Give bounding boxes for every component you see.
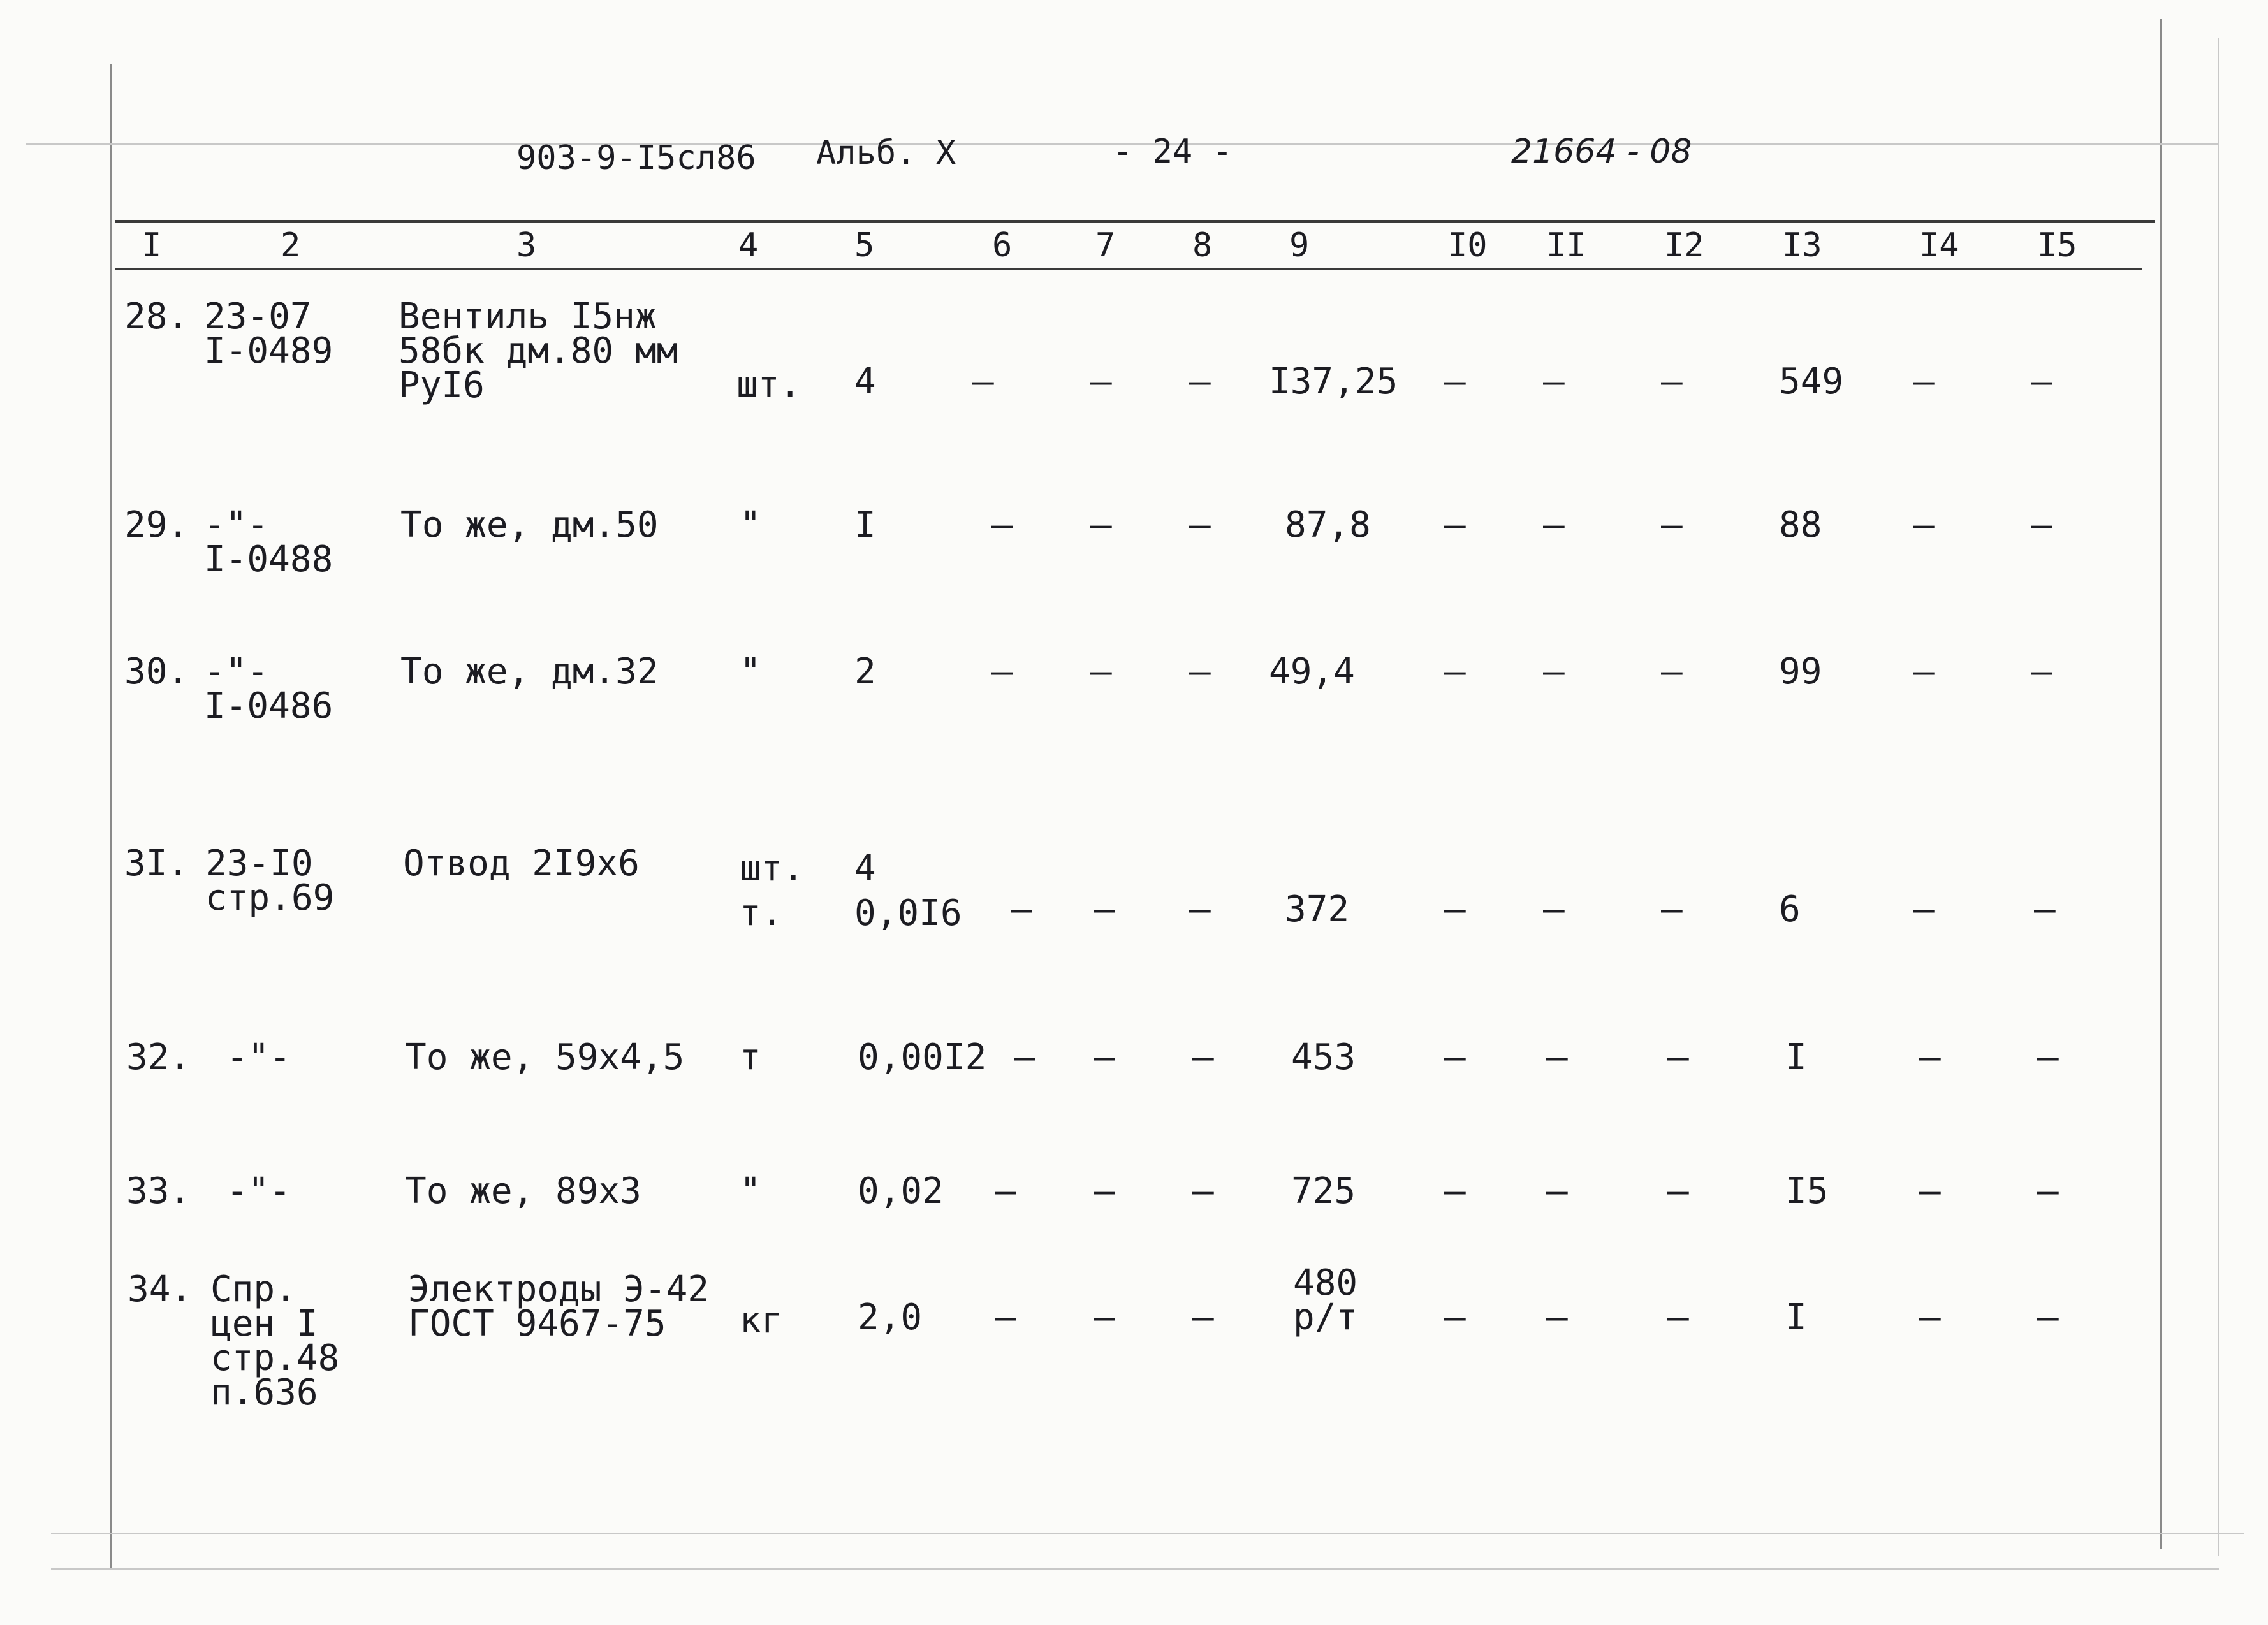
col10-value: – [1444,651,1466,692]
quantity: 4 0,0I6 [854,848,962,934]
col11-value: – [1546,1170,1568,1212]
col10-value: – [1444,504,1466,546]
total-cost: 6 [1779,889,1801,930]
col6-value: – [972,361,994,402]
unit: кг [740,1300,783,1341]
col-1: I [142,226,162,265]
total-cost: I [1785,1297,1807,1338]
col15-value: – [2031,504,2052,546]
unit-price: 87,8 [1285,504,1371,546]
row-number: 32. [126,1037,191,1078]
col14-value: – [1913,504,1935,546]
item-name: Электроды Э-42 ГОСТ 9467-75 [408,1269,710,1344]
unit-price: 49,4 [1269,651,1355,692]
item-name: Отвод 2I9х6 [403,843,640,884]
quantity: 2,0 [858,1297,923,1338]
col8-value: – [1192,1037,1214,1078]
total-cost: 99 [1779,651,1822,692]
item-name: То же, дм.50 [400,504,659,546]
col11-value: – [1543,651,1565,692]
col-5: 5 [854,226,875,265]
unit: " [740,504,761,546]
col8-value: – [1189,889,1211,930]
unit: шт. [736,364,801,405]
album-label: Альб. Х [816,134,956,172]
col12-value: – [1661,889,1683,930]
unit-price: 453 [1291,1037,1356,1078]
col11-value: – [1543,504,1565,546]
col6-value: – [1011,889,1032,930]
total-cost: 549 [1779,361,1844,402]
price-reference: -"- I-0486 [204,651,333,727]
bottom-rule-2 [51,1568,2219,1570]
col11-value: – [1543,361,1565,402]
col11-value: – [1543,889,1565,930]
right-edge-line [2218,38,2219,1556]
right-border [2160,19,2162,1549]
row-number: 29. [124,504,189,546]
col10-value: – [1444,361,1466,402]
left-border [110,64,112,1568]
col8-value: – [1192,1297,1214,1338]
unit-price: I37,25 [1269,361,1398,402]
inventory-number: 21664 - 08 [1511,133,1692,171]
row-number: 28. [124,296,189,337]
total-cost: 88 [1779,504,1822,546]
col15-value: – [2031,651,2052,692]
col7-value: – [1094,889,1115,930]
col-10: I0 [1447,226,1488,265]
col8-value: – [1189,361,1211,402]
quantity: 0,00I2 [858,1037,987,1078]
col12-value: – [1661,361,1683,402]
total-cost: I5 [1785,1170,1829,1212]
col7-value: – [1090,504,1112,546]
page-number: - 24 - [1113,133,1233,171]
col-15: I5 [2037,226,2077,265]
col6-value: – [995,1170,1016,1212]
col10-value: – [1444,1170,1466,1212]
col-11: II [1546,226,1586,265]
row-number: 33. [126,1170,191,1212]
price-reference: -"- I-0488 [204,504,333,580]
row-number: 34. [128,1269,193,1310]
col14-value: – [1919,1037,1941,1078]
col6-value: – [1014,1037,1035,1078]
col-9: 9 [1289,226,1310,265]
col15-value: – [2037,1297,2059,1338]
col6-value: – [995,1297,1016,1338]
col14-value: – [1919,1297,1941,1338]
col-13: I3 [1782,226,1822,265]
col-3: 3 [516,226,537,265]
col14-value: – [1913,361,1935,402]
col11-value: – [1546,1297,1568,1338]
col-7: 7 [1095,226,1116,265]
quantity: I [854,504,876,546]
col-14: I4 [1919,226,1959,265]
quantity: 0,02 [858,1170,944,1212]
col15-value: – [2034,889,2056,930]
col-2: 2 [281,226,301,265]
col11-value: – [1546,1037,1568,1078]
row-number: 30. [124,651,189,692]
item-name: То же, 59х4,5 [405,1037,685,1078]
col6-value: – [991,504,1013,546]
col12-value: – [1661,651,1683,692]
col15-value: – [2037,1170,2059,1212]
price-reference: -"- [226,1037,291,1078]
col14-value: – [1913,651,1935,692]
col12-value: – [1661,504,1683,546]
col12-value: – [1667,1170,1689,1212]
quantity: 4 [854,361,876,402]
header-bottom-rule [115,268,2142,270]
col10-value: – [1444,889,1466,930]
col-12: I2 [1664,226,1704,265]
col12-value: – [1667,1037,1689,1078]
col7-value: – [1094,1297,1115,1338]
unit: шт. т. [740,848,805,934]
col7-value: – [1094,1037,1115,1078]
price-reference: Спр. цен I стр.48 п.636 [210,1269,340,1413]
total-cost: I [1785,1037,1807,1078]
col14-value: – [1913,889,1935,930]
col8-value: – [1189,651,1211,692]
col7-value: – [1094,1170,1115,1212]
unit: " [740,1170,761,1212]
col10-value: – [1444,1037,1466,1078]
unit-price: 725 [1291,1170,1356,1212]
col8-value: – [1189,504,1211,546]
row-number: 3I. [124,843,189,884]
document-code: 903-9-I5сл86 [516,139,756,177]
unit-price: 372 [1285,889,1350,930]
price-reference: -"- [226,1170,291,1212]
col-6: 6 [992,226,1013,265]
col14-value: – [1919,1170,1941,1212]
col12-value: – [1667,1297,1689,1338]
quantity: 2 [854,651,876,692]
item-name: То же, 89х3 [405,1170,641,1212]
col10-value: – [1444,1297,1466,1338]
price-reference: 23-I0 стр.69 [205,843,335,919]
col8-value: – [1192,1170,1214,1212]
col-4: 4 [738,226,759,265]
item-name: То же, дм.32 [400,651,659,692]
col-8: 8 [1192,226,1213,265]
bottom-rule [51,1533,2244,1534]
col6-value: – [991,651,1013,692]
unit: т [740,1037,761,1078]
col7-value: – [1090,651,1112,692]
col7-value: – [1090,361,1112,402]
header-top-rule [115,220,2155,223]
unit-price: 480 р/т [1293,1262,1358,1338]
unit: " [740,651,761,692]
col15-value: – [2031,361,2052,402]
col15-value: – [2037,1037,2059,1078]
price-reference: 23-07 I-0489 [204,296,333,372]
item-name: Вентиль I5нж 58бк дм.80 мм РуI6 [399,296,678,406]
